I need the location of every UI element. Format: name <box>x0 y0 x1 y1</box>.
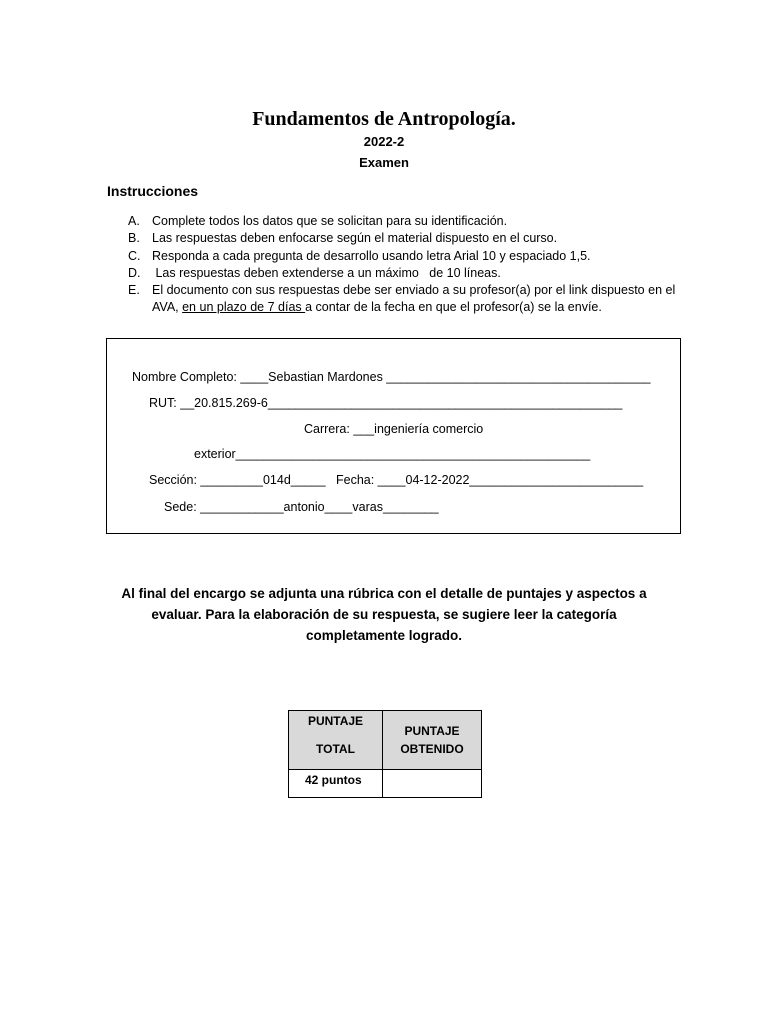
instruction-item <box>128 230 688 247</box>
instruction-deadline-underlined: en un plazo de 7 días <box>182 300 306 315</box>
field-carrera-continuation: exterior___________________________________________________ <box>194 447 591 461</box>
score-table <box>288 710 482 798</box>
instruction-item <box>128 248 688 265</box>
document-year: 2022-2 <box>363 134 405 149</box>
field-nombre-completo: Nombre Completo: ____Sebastian Mardones ______________________________________ <box>132 370 651 384</box>
instruction-text <box>128 282 688 316</box>
field-fecha: Fecha: ____04-12-2022_________________________ <box>336 473 644 487</box>
cell-total-value: 42 puntos <box>289 770 383 798</box>
field-carrera: Carrera: ___ingeniería comercio <box>304 422 484 436</box>
instruction-text-end: a contar de la fecha en que el profesor(a) se la envíe. <box>305 300 602 315</box>
field-sede: Sede: ____________antonio____varas________ <box>164 500 439 514</box>
instruction-item <box>128 265 688 282</box>
instruction-letter: B. <box>128 231 140 246</box>
instruction-text-start: El documento con sus respuestas debe ser enviado a su profesor(a) por el link dispuesto en el AVA, <box>152 283 676 315</box>
document-exam-label: Examen <box>359 155 409 170</box>
header-puntaje-obtenido-line2: OBTENIDO <box>400 742 464 756</box>
instruction-text: Las respuestas deben extenderse a un máximo de 10 líneas. <box>152 265 501 280</box>
header-puntaje-obtenido-line1: PUNTAJE <box>404 724 460 738</box>
header-puntaje-total <box>289 711 383 770</box>
instruction-text: Complete todos los datos que se solicitan para su identificación. <box>152 214 508 228</box>
header-puntaje-total-line2: TOTAL <box>316 742 355 756</box>
instruction-item <box>128 282 688 316</box>
field-seccion: Sección: _________014d_____ <box>149 473 326 487</box>
instruction-letter: E. <box>128 283 140 298</box>
instruction-text: Las respuestas deben enfocarse según el material dispuesto en el curso. <box>152 231 558 246</box>
instruction-text: Responda a cada pregunta de desarrollo usando letra Arial 10 y espaciado 1,5. <box>152 248 591 263</box>
rubric-note: Al final del encargo se adjunta una rúbrica con el detalle de puntajes y aspectos a evaluar. Para la elaboración de su respuesta, se sugiere leer la categoría completamente logrado. <box>121 586 647 643</box>
header-puntaje-total-line1: PUNTAJE <box>307 714 364 728</box>
instructions-heading: Instrucciones <box>107 183 199 199</box>
header-puntaje-obtenido <box>383 711 482 770</box>
instruction-item <box>128 213 688 230</box>
instructions-list <box>128 213 688 316</box>
document-title: Fundamentos de Antropología. <box>252 108 516 130</box>
instruction-letter: D. <box>128 265 141 280</box>
field-rut: RUT: __20.815.269-6___________________________________________________ <box>149 396 623 410</box>
instruction-letter: C. <box>128 248 141 263</box>
instruction-letter: A. <box>128 214 140 228</box>
cell-obtained-value <box>383 770 482 798</box>
identification-box <box>106 338 681 534</box>
